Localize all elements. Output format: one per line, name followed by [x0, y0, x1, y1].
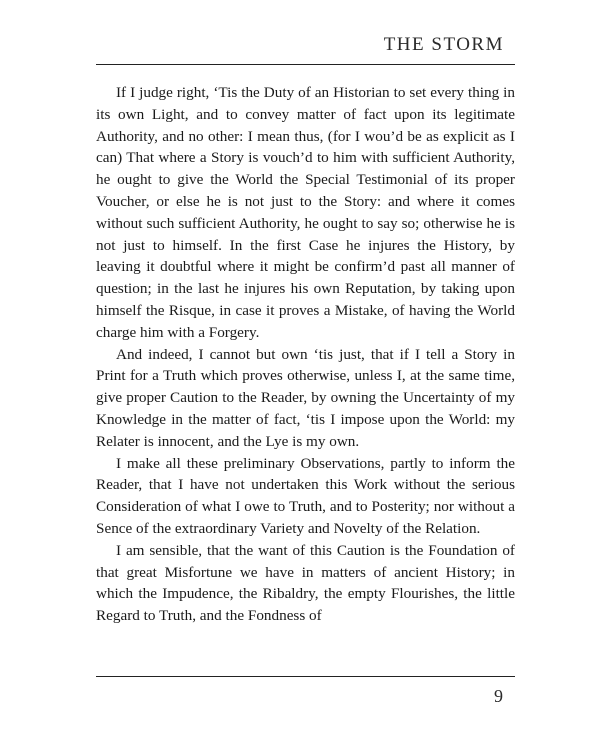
- page-number: 9: [494, 686, 503, 706]
- paragraph: I am sensible, that the want of this Caution is the Foundation of that great Misfortune we have in matters of ancient History; in which the Impudence, the Ribaldry, the empty Flourishes, the little Regard to Truth, and the Fondness of: [96, 541, 515, 625]
- running-head: THE STORM: [383, 34, 504, 55]
- paragraph: If I judge right, ‘Tis the Duty of an Historian to set every thing in its own Light, and to convey matter of fact upon its legitimate Authority, and no other: I mean thus, (for I wou’d be as explicit as I can) That where a Story is vouch’d to him with sufficient Authority, he ought to give the World the Special Testimonial of its proper Voucher, or else he is not just to the Story: and where it comes without such sufficient Authority, he ought to say so; otherwise he is not just to himself. In the first Case he injures the History, by leaving it doubtful where it might be confirm’d past all manner of question; in the last he injures his own Reputation, by taking upon himself the Risque, in case it proves a Mistake, of having the World charge him with a Forgery.: [96, 84, 515, 341]
- paragraph: I make all these preliminary Observations, partly to inform the Reader, that I have not undertaken this Work without the serious Consideration of what I owe to Truth, and to Posterity; nor without a Sence of the extraordinary Variety and Novelty of the Relation.: [96, 454, 515, 537]
- body-text: [96, 82, 515, 627]
- header-rule: [96, 64, 515, 65]
- footer-rule: [96, 676, 515, 677]
- paragraph: And indeed, I cannot but own ‘tis just, that if I tell a Story in Print for a Truth which proves otherwise, unless I, at the same time, give proper Caution to the Reader, by owning the Uncertainty of my Knowledge in the matter of fact, ‘tis I impose upon the World: my Relater is innocent, and the Lye is my own.: [96, 345, 515, 450]
